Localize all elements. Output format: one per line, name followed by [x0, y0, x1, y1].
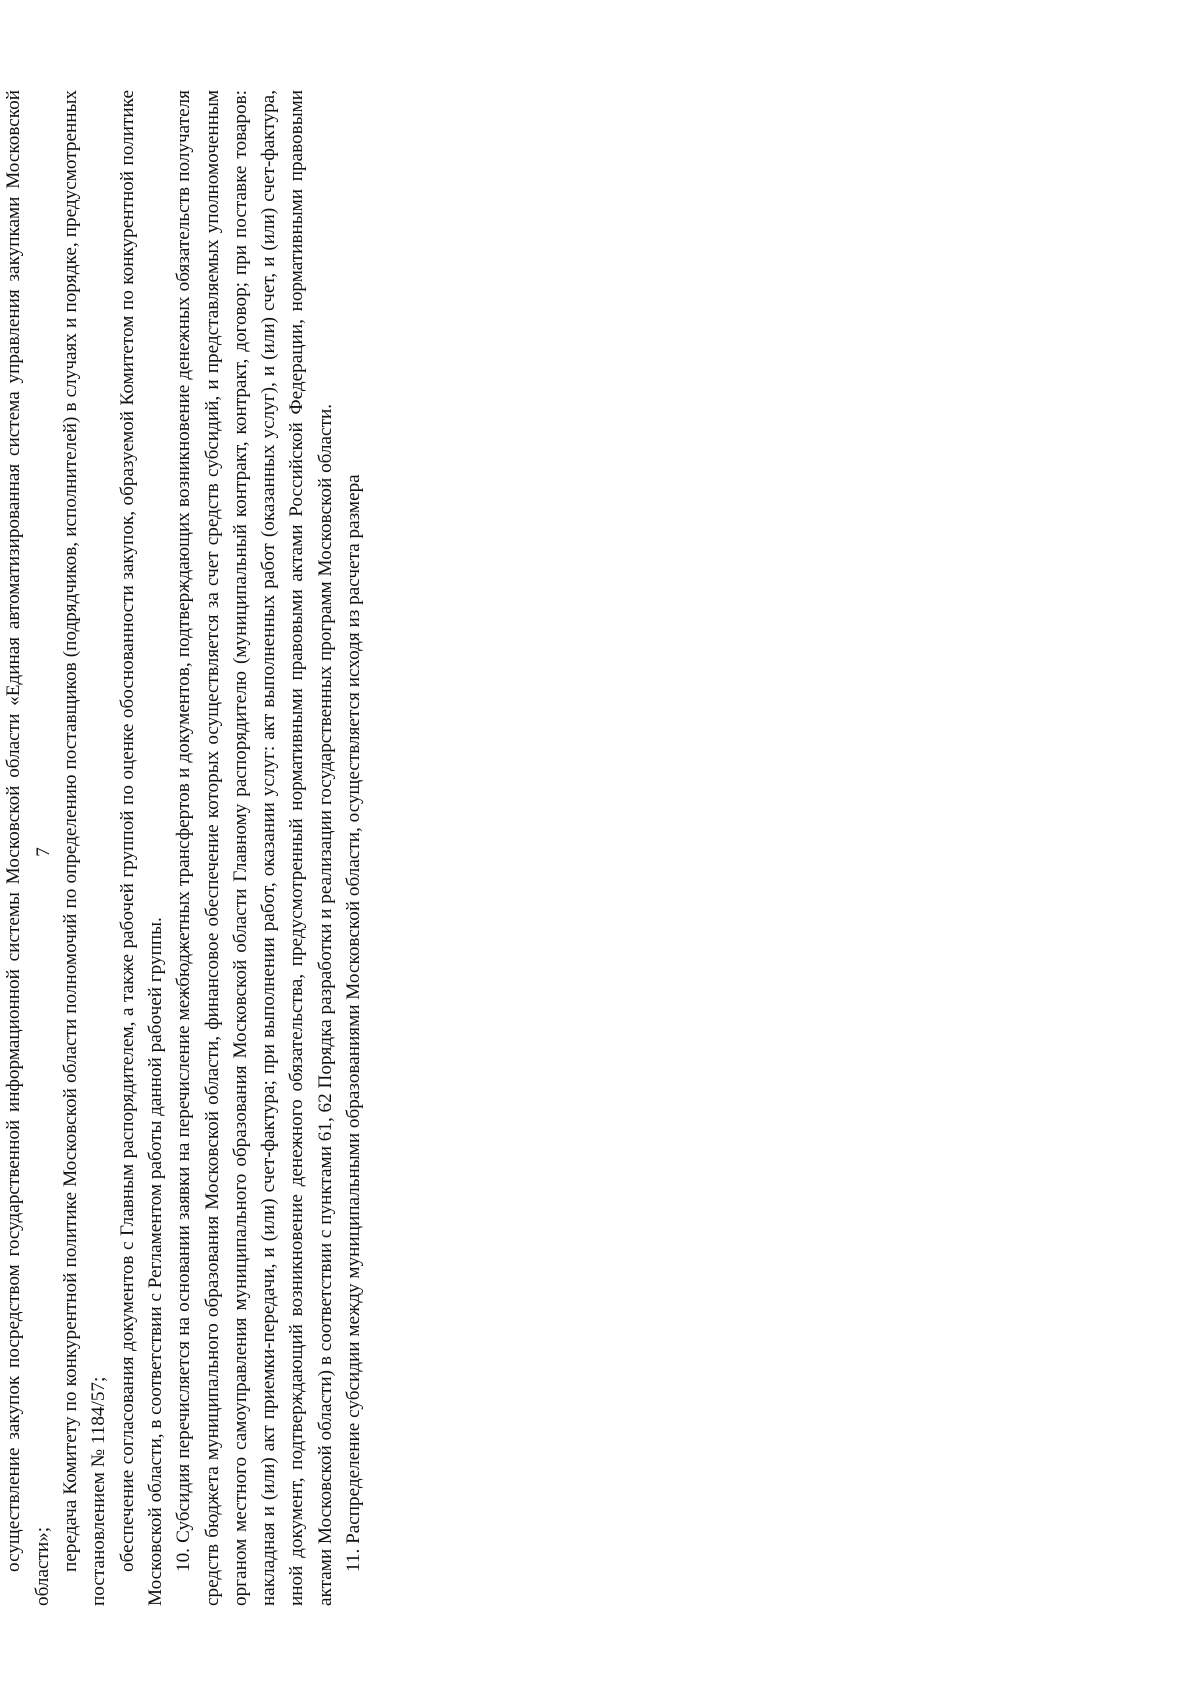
- paragraph: передача Комитету по конкурентной политике Московской области полномочий по определению поставщиков (подрядчиков, исполнителей) в случаях и порядке, предусмотренных постановлением № 1184/57;: [60, 90, 110, 1606]
- document-body: [0, 90, 600, 1606]
- paragraph: обеспечение согласования документов с Главным распорядителем, а также рабочей группой по оценке обоснованности закупок, образуемой Комитетом по конкурентной политике Московской области, в соответствии с Регламентом работы данной рабочей группы.: [116, 90, 166, 1606]
- paragraph: 11. Распределение субсидии между муниципальными образованиями Московской области, осуществляется исходя из расчета размера: [343, 474, 365, 1572]
- paragraph: осуществление закупок посредством государственной информационной системы Московской области «Единая автоматизированная система управления закупками Московской области»;: [3, 90, 53, 1606]
- paragraph: 10. Субсидия перечисляется на основании заявки на перечисление межбюджетных трансфертов и документов, подтверждающих возникновение денежных обязательств получателя средств бюджета муниципального образования Московской области, финансовое обеспечение которых осуществляется за счет средств субсидий, и представляемых уполномоченным органом местного самоуправления муниципального образования Московской области Главному распорядителю (муниципальный контракт, контракт, договор; при поставке товаров: накладная и (или) акт приемки-передачи, и (или) счет-фактура; при выполнении работ, оказании услуг: акт выполненных работ (оказанных услуг), и (или) счет, и (или) счет-фактура, иной документ, подтверждающий возникновение денежного обязательства, предусмотренный нормативными правовыми актами Российской Федерации, нормативными правовыми актами Московской области) в соответствии с пунктами 61, 62 Порядка разработки и реализации государственных программ Московской области.: [173, 90, 336, 1606]
- page-number: 7: [33, 847, 54, 857]
